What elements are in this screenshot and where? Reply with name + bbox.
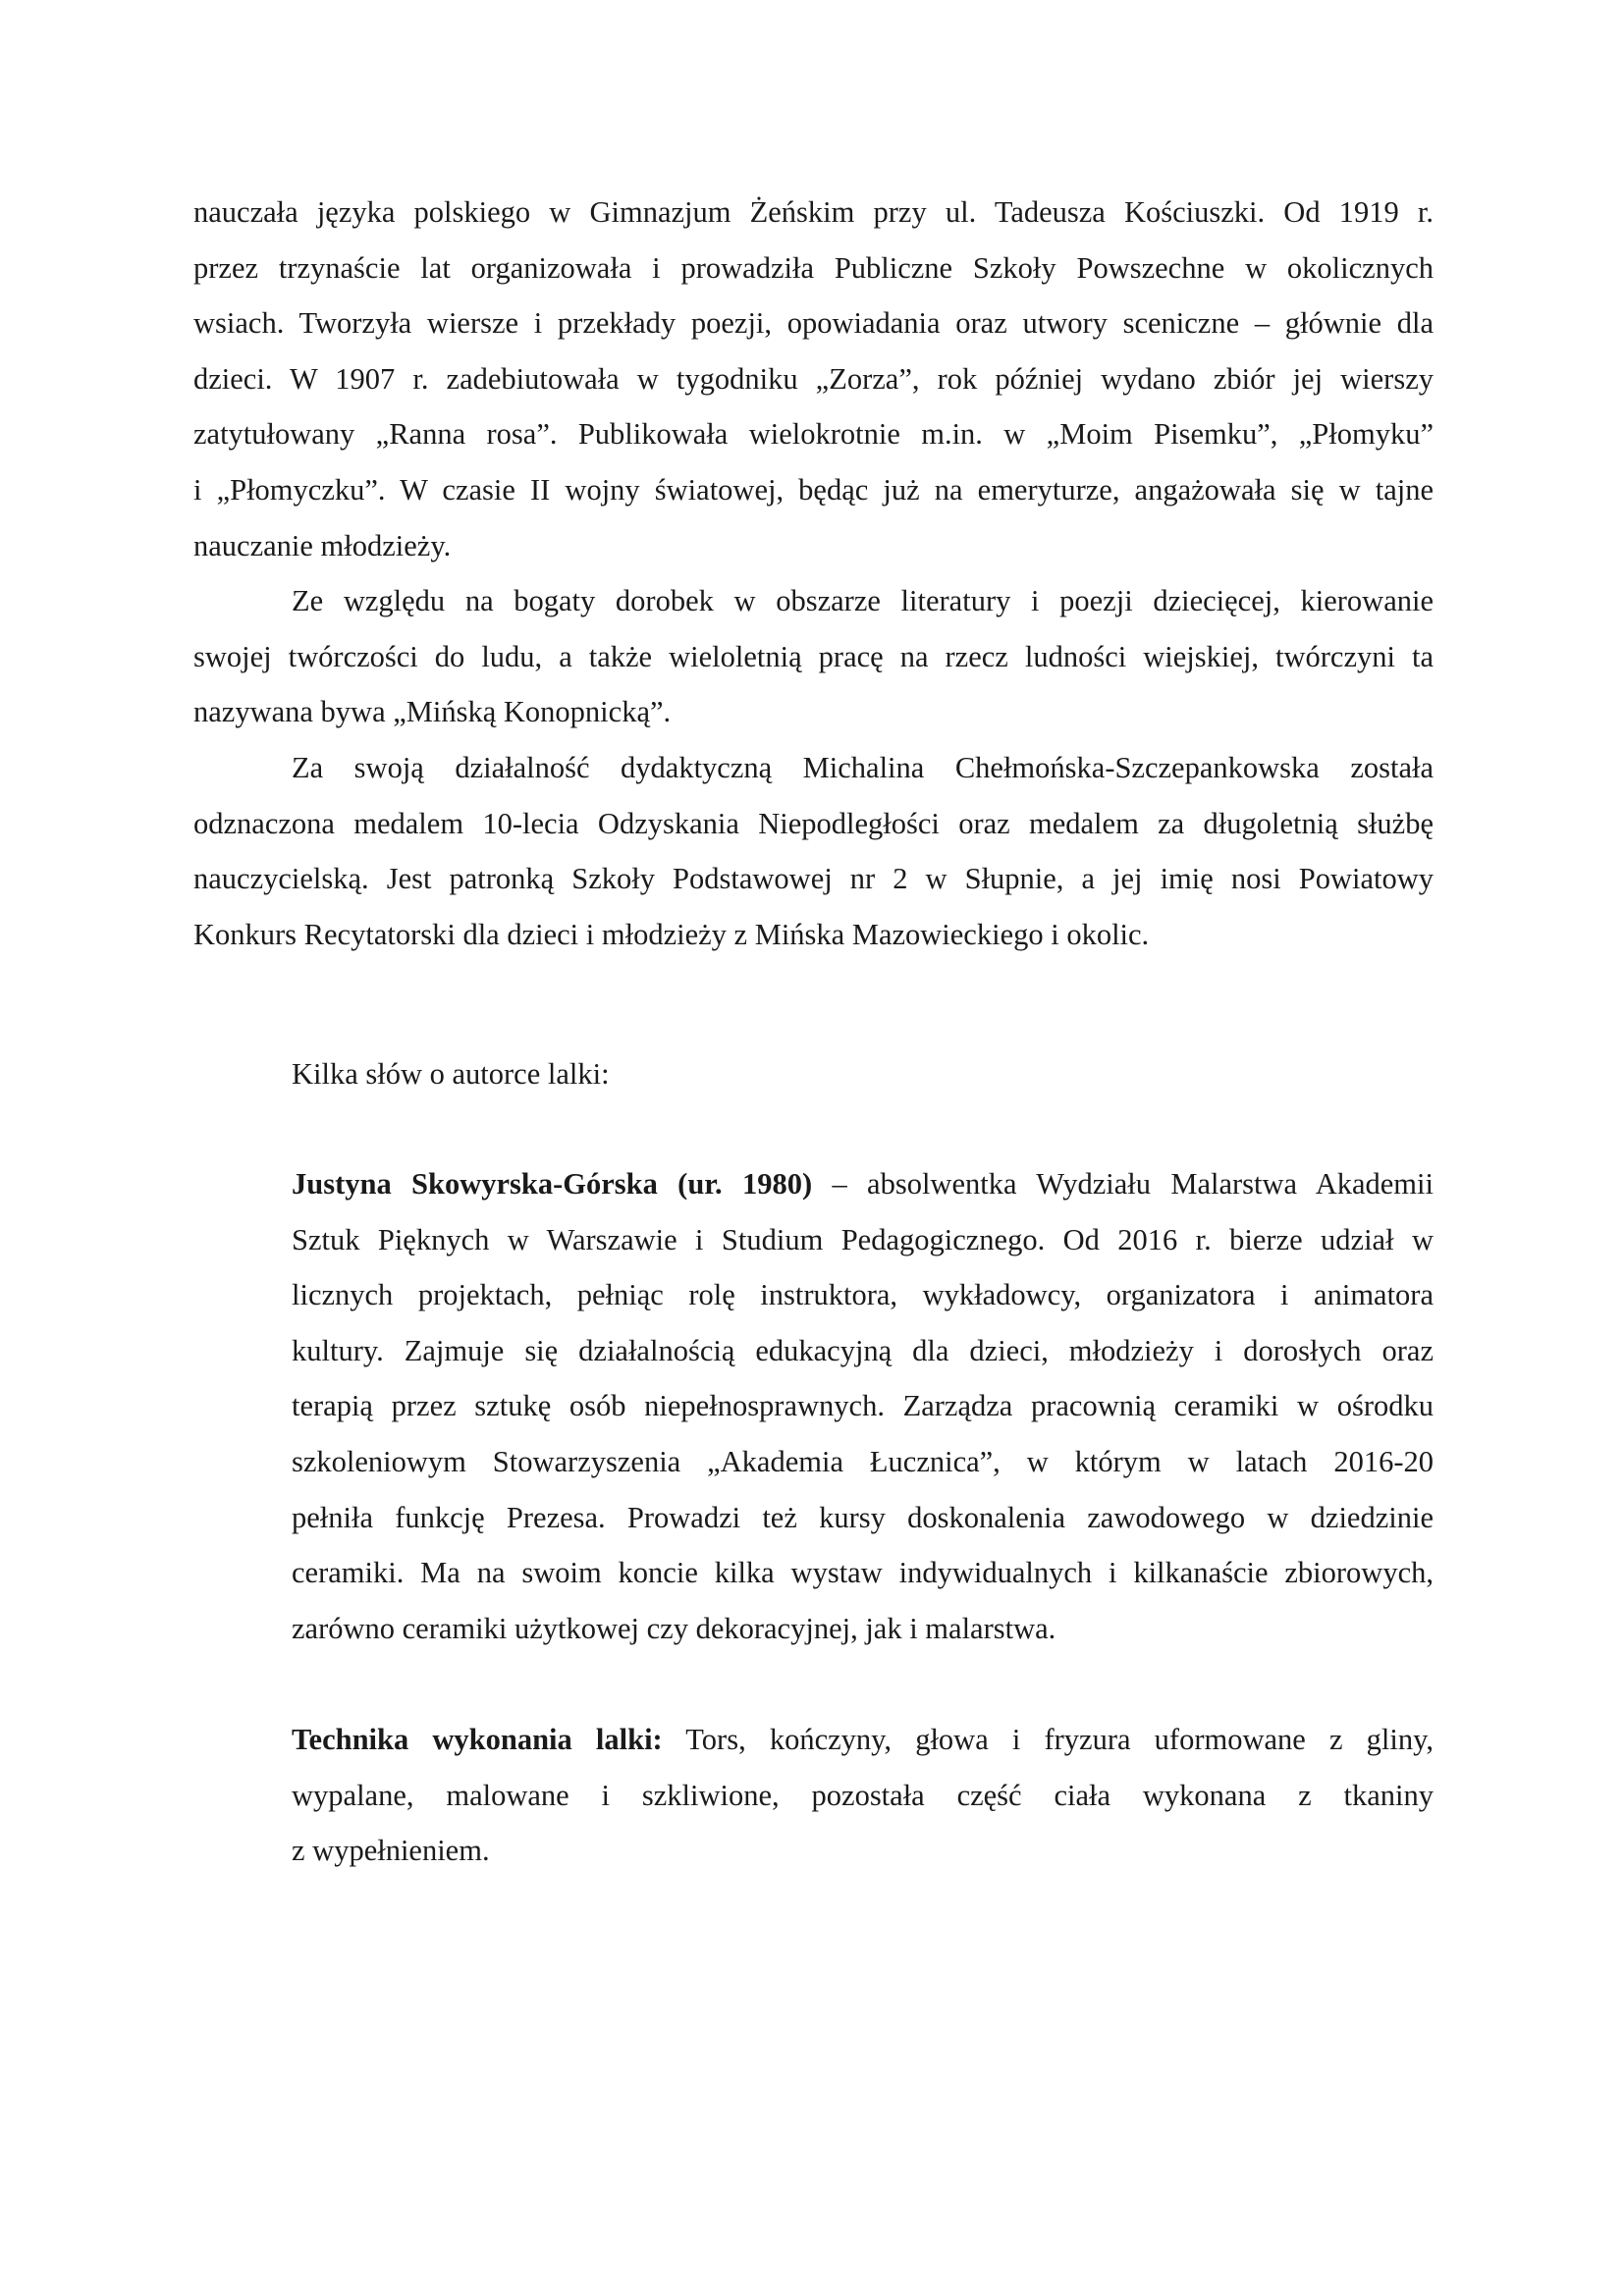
- text-line: [292, 1712, 1434, 1768]
- text-line: nauczanie młodzieży.: [193, 528, 452, 562]
- text-line: wsiach. Tworzyła wiersze i przekłady poezji, opowiadania oraz utwory sceniczne – głównie dla: [193, 306, 1434, 341]
- technique-first-line: Tors, kończyny, głowa i fryzura uformowane z gliny,: [662, 1723, 1434, 1756]
- technique-label: Technika wykonania lalki:: [292, 1723, 663, 1756]
- text-line: zarówno ceramiki użytkowej czy dekoracyjnej, jak i malarstwa.: [292, 1611, 1056, 1645]
- text-line: swojej twórczości do ludu, a także wieloletnią pracę na rzecz ludności wiejskiej, twórczyni ta: [193, 639, 1434, 673]
- text-line: ceramiki. Ma na swoim koncie kilka wystaw indywidualnych i kilkanaście zbiorowych,: [292, 1556, 1434, 1590]
- author-name: Justyna Skowyrska-Górska (ur. 1980): [292, 1167, 813, 1201]
- konopnicka-paragraph: [193, 573, 1434, 740]
- text-line: odznaczona medalem 10-lecia Odzyskania Niepodległości oraz medalem za długoletnią służbę: [193, 806, 1434, 840]
- author-bio: [292, 1156, 1434, 1656]
- text-line: [292, 1156, 1434, 1212]
- text-line: Za swoją działalność dydaktyczną Michalina Chełmońska-Szczepankowska została: [292, 751, 1434, 784]
- awards-paragraph: [193, 740, 1434, 962]
- text-line: nauczała języka polskiego w Gimnazjum Żeńskim przy ul. Tadeusza Kościuszki. Od 1919 r.: [193, 195, 1434, 229]
- text-line: wypalane, malowane i szkliwione, pozostała część ciała wykonana z tkaniny: [292, 1778, 1434, 1812]
- text-line: zatytułowany „Ranna rosa”. Publikowała wielokrotnie m.in. w „Moim Pisemku”, „Płomyku”: [193, 417, 1434, 452]
- text-line: Sztuk Pięknych w Warszawie i Studium Pedagogicznego. Od 2016 r. bierze udział w: [292, 1222, 1434, 1256]
- text-line: licznych projektach, pełniąc rolę instruktora, wykładowcy, organizatora i animatora: [292, 1278, 1434, 1312]
- text-line: Konkurs Recytatorski dla dzieci i młodzieży z Mińska Mazowieckiego i okolic.: [193, 917, 1150, 951]
- text-line: szkoleniowym Stowarzyszenia „Akademia Łucznica”, w którym w latach 2016-20: [292, 1444, 1434, 1478]
- text-line: dzieci. W 1907 r. zadebiutowała w tygodniku „Zorza”, rok później wydano zbiór jej wierszy: [193, 361, 1434, 396]
- text-line: Ze względu na bogaty dorobek w obszarze literatury i poezji dziecięcej, kierowanie: [292, 584, 1434, 617]
- author-heading-text: Kilka słów o autorce lalki:: [292, 1057, 610, 1091]
- text-line: nauczycielską. Jest patronką Szkoły Podstawowej nr 2 w Słupnie, a jej imię nosi Powiatowy: [193, 862, 1434, 896]
- text-line: terapią przez sztukę osób niepełnosprawnych. Zarządza pracownią ceramiki w ośrodku: [292, 1389, 1434, 1423]
- text-line: i „Płomyczku”. W czasie II wojny światowej, będąc już na emeryturze, angażowała się w tajne: [193, 472, 1434, 507]
- intro-paragraph: [193, 185, 1434, 573]
- author-bio-first-line: – absolwentka Wydziału Malarstwa Akademii: [812, 1167, 1434, 1201]
- text-line: z wypełnieniem.: [292, 1834, 490, 1868]
- technique-paragraph: [292, 1712, 1434, 1879]
- text-line: kultury. Zajmuje się działalnością edukacyjną dla dzieci, młodzieży i dorosłych oraz: [292, 1333, 1434, 1367]
- text-line: pełniła funkcję Prezesa. Prowadzi też kursy doskonalenia zawodowego w dziedzinie: [292, 1500, 1434, 1534]
- text-line: nazywana bywa „Mińską Konopnicką”.: [193, 695, 672, 729]
- text-line: przez trzynaście lat organizowała i prowadziła Publiczne Szkoły Powszechne w okolicznych: [193, 250, 1434, 285]
- author-heading: [292, 1046, 1175, 1102]
